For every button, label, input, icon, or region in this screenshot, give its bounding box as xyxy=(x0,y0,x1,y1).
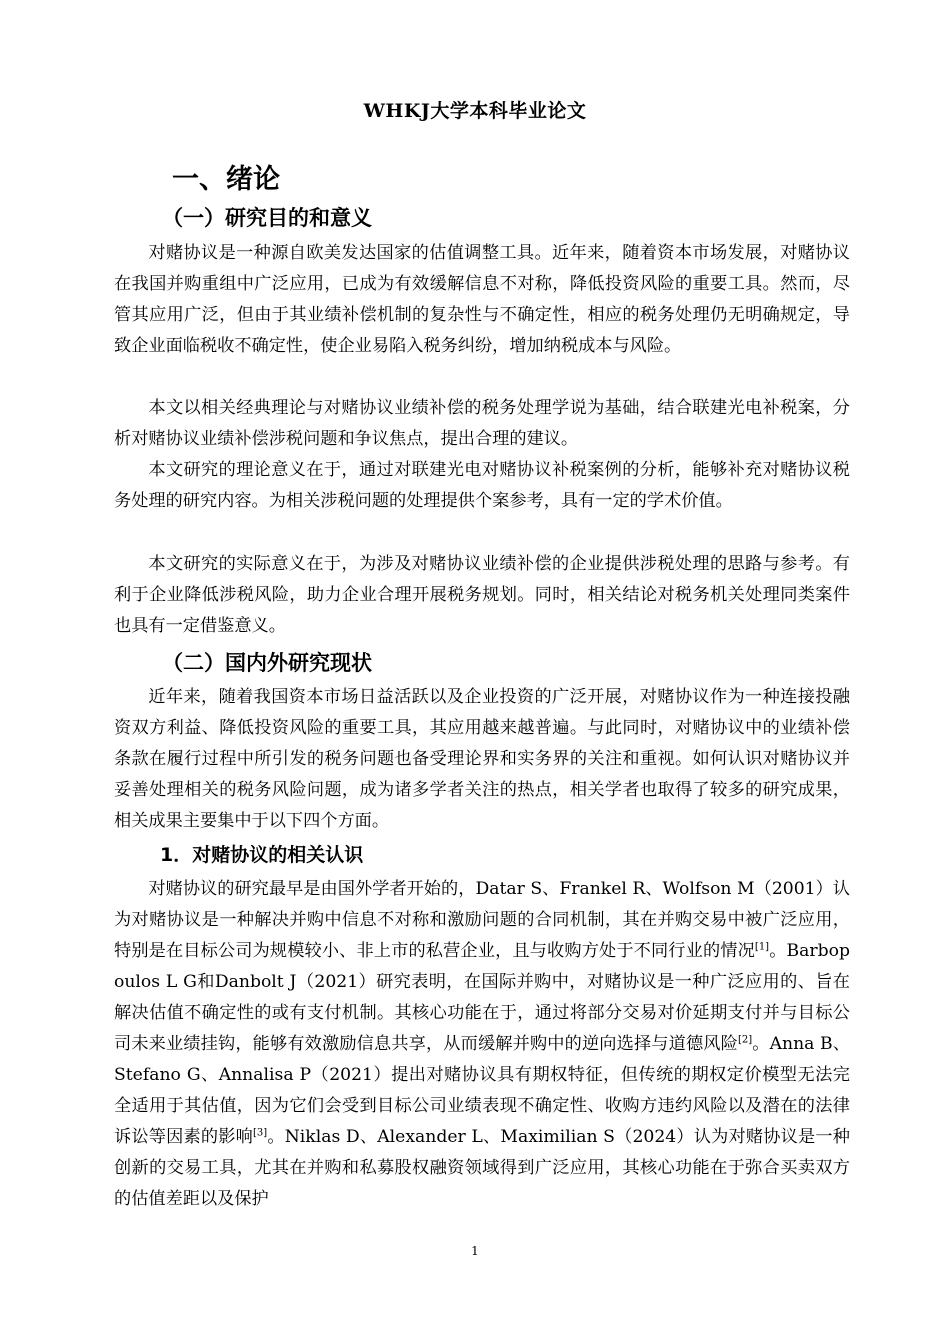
paragraph: 本文研究的理论意义在于，通过对联建光电对赌协议补税案例的分析，能够补充对赌协议税务处理的研究内容。为相关涉税问题的处理提供个案参考，具有一定的学术价值。 xyxy=(114,460,850,511)
section-title-1: （一）研究目的和意义 xyxy=(162,206,372,230)
chapter-title: 一、绪论 xyxy=(172,164,280,195)
text-segment: 对赌协议的研究最早是由国外学者开始的，Datar S、Frankel R、Wolfson M（2001）认为对赌协议是一种解决并购中信息不对称和激励问题的合同机制，其在并购交易中被广泛应用，特别是在目标公司为规模较小、非上市的私营企业，且与收购方处于不同行业的情况 xyxy=(114,879,850,961)
paragraph: 近年来，随着我国资本市场日益活跃以及企业投资的广泛开展，对赌协议作为一种连接投融资双方利益、降低投资风险的重要工具，其应用越来越普遍。与此同时，对赌协议中的业绩补偿条款在履行过程中所引发的税务问题也备受理论界和实务界的关注和重视。如何认识对赌协议并妥善处理相关的税务风险问题，成为诸多学者关注的热点，相关学者也取得了较多的研究成果，相关成果主要集中于以下四个方面。 xyxy=(114,687,850,831)
citation-ref: [3] xyxy=(253,1127,268,1139)
paragraph-with-citations xyxy=(114,874,850,1215)
running-header: WHKJ大学本科毕业论文 xyxy=(363,100,587,122)
citation-ref: [2] xyxy=(737,1034,753,1046)
paragraph: 本文研究的实际意义在于，为涉及对赌协议业绩补偿的企业提供涉税处理的思路与参考。有利于企业降低涉税风险，助力企业合理开展税务规划。同时，相关结论对税务机关处理同类案件也具有一定借鉴意义。 xyxy=(114,554,850,636)
text-segment: 。Anna B、Stefano G、Annalisa P（2021）提出对赌协议具有期权特征，但传统的期权定价模型无法完全适用于其估值，因为它们会受到目标公司业绩表现不确定性、收购方违约风险以及潜在的法律诉讼等因素的影响 xyxy=(114,1034,850,1147)
text-segment: 。Niklas D、Alexander L、Maximilian S（2024）认为对赌协议是一种创新的交易工具，尤其在并购和私募股权融资领域得到广泛应用，其核心功能在于弥合买卖双方的估值差距以及保护 xyxy=(114,1127,850,1209)
section-title-2: （二）国内外研究现状 xyxy=(162,651,372,675)
text-segment: 。Barbopoulos L G和Danbolt J（2021）研究表明，在国际并购中，对赌协议是一种广泛应用的、旨在解决估值不确定性的或有支付机制。其核心功能在于，通过将部分交易对价延期支付并与目标公司未来业绩挂钩，能够有效激励信息共享，从而缓解并购中的逆向选择与道德风险 xyxy=(114,941,850,1054)
subsection-title: 1．对赌协议的相关认识 xyxy=(160,844,364,866)
paragraph: 本文以相关经典理论与对赌协议业绩补偿的税务处理学说为基础，结合联建光电补税案，分析对赌协议业绩补偿涉税问题和争议焦点，提出合理的建议。 xyxy=(114,398,850,449)
paragraph: 对赌协议是一种源自欧美发达国家的估值调整工具。近年来，随着资本市场发展，对赌协议在我国并购重组中广泛应用，已成为有效缓解信息不对称，降低投资风险的重要工具。然而，尽管其应用广泛，但由于其业绩补偿机制的复杂性与不确定性，相应的税务处理仍无明确规定，导致企业面临税收不确定性，使企业易陷入税务纠纷，增加纳税成本与风险。 xyxy=(114,243,850,356)
citation-ref: [1] xyxy=(754,941,770,953)
page-number: 1 xyxy=(471,1244,479,1258)
